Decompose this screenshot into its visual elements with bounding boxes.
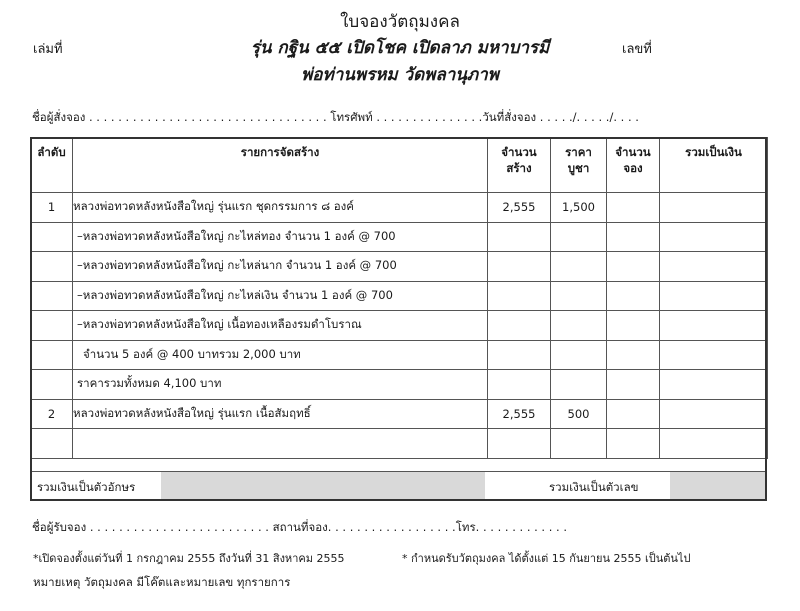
table-row-empty [31, 429, 768, 459]
row-total-cell[interactable] [660, 252, 768, 282]
row-item: หลวงพ่อทวดหลังหนังสือใหญ่ รุ่นแรก เนื้อสัมฤทธิ์ [73, 399, 488, 429]
row-price: 1,500 [551, 193, 607, 223]
header-order-qty: จำนวน จอง [607, 138, 660, 193]
row-no [31, 370, 73, 400]
row-total-cell[interactable] [660, 193, 768, 223]
booking-period-note: *เปิดจองตั้งแต่วันที่ 1 กรกฎาคม 2555 ถึงวันที่ 31 สิงหาคม 2555 [33, 552, 345, 565]
row-price [551, 222, 607, 252]
row-order-qty-cell[interactable] [607, 429, 660, 459]
row-made-qty [488, 222, 551, 252]
row-item: ราคารวมทั้งหมด 4,100 บาท [73, 370, 488, 400]
row-made-qty [488, 252, 551, 282]
header-no: ลำดับ [31, 138, 73, 193]
row-price[interactable] [551, 429, 607, 459]
row-total-cell[interactable] [660, 281, 768, 311]
row-made-qty: 2,555 [488, 193, 551, 223]
row-made-qty [488, 281, 551, 311]
row-price [551, 370, 607, 400]
row-price [551, 252, 607, 282]
row-item: จำนวน 5 องค์ @ 400 บาทรวม 2,000 บาท [73, 340, 488, 370]
row-item: หลวงพ่อทวดหลังหนังสือใหญ่ รุ่นแรก ชุดกรรมการ ๘ องค์ [73, 193, 488, 223]
form-title: ใบจองวัตถุมงคล [340, 12, 460, 32]
row-order-qty-cell[interactable] [607, 281, 660, 311]
table-row [31, 370, 768, 400]
row-no [31, 311, 73, 341]
row-order-qty-cell[interactable] [607, 311, 660, 341]
row-made-qty [488, 311, 551, 341]
row-item: –หลวงพ่อทวดหลังหนังสือใหญ่ กะไหล่เงิน จำนวน 1 องค์ @ 700 [73, 281, 488, 311]
receive-date-note: * กำหนดรับวัตถุมงคล ได้ตั้งแต่ 15 กันยายน 2555 เป็นต้นไป [402, 552, 691, 565]
remark-note: หมายเหตุ วัตถุมงคล มีโค๊ตและหมายเลข ทุกรายการ [33, 575, 291, 589]
table-row [31, 399, 768, 429]
totals-row [30, 471, 767, 501]
row-no [31, 281, 73, 311]
header-made-qty: จำนวน สร้าง [488, 138, 551, 193]
table-row [31, 311, 768, 341]
row-item: –หลวงพ่อทวดหลังหนังสือใหญ่ กะไหล่ทอง จำนวน 1 องค์ @ 700 [73, 222, 488, 252]
row-order-qty-cell[interactable] [607, 222, 660, 252]
row-price [551, 281, 607, 311]
header-item: รายการจัดสร้าง [73, 138, 488, 193]
row-no [31, 252, 73, 282]
header-total: รวมเป็นเงิน [660, 138, 768, 193]
row-item: –หลวงพ่อทวดหลังหนังสือใหญ่ เนื้อทองเหลืองรมดำโบราณ [73, 311, 488, 341]
row-price [551, 311, 607, 341]
row-no: 1 [31, 193, 73, 223]
row-made-qty[interactable] [488, 429, 551, 459]
order-table [30, 137, 768, 459]
table-header-row [31, 138, 768, 193]
header-price: ราคา บูชา [551, 138, 607, 193]
table-row [31, 281, 768, 311]
row-total-cell[interactable] [660, 222, 768, 252]
row-price: 500 [551, 399, 607, 429]
receiver-info-line[interactable]: ชื่อผู้รับจอง . . . . . . . . . . . . . . . . . . . . . . . . . สถานที่จอง. . . . . . . . . . . . . . . . . .โทร. . . . . . . . . . . . . [32, 520, 568, 534]
book-number-label: เล่มที่ [33, 42, 63, 57]
row-no [31, 340, 73, 370]
row-made-qty: 2,555 [488, 399, 551, 429]
table-row [31, 252, 768, 282]
row-item: –หลวงพ่อทวดหลังหนังสือใหญ่ กะไหล่นาก จำนวน 1 องค์ @ 700 [73, 252, 488, 282]
total-in-number-label: รวมเงินเป็นตัวเลข [549, 480, 639, 494]
orderer-info-line[interactable]: ชื่อผู้สั่งจอง . . . . . . . . . . . . . . . . . . . . . . . . . . . . . . . . . โทรศัพท์ . . . . . . . . . . . . . . .วันที่สั่งจอง . . . . ./. . . . ./. . . . [32, 110, 639, 124]
row-total-cell[interactable] [660, 370, 768, 400]
row-total-cell[interactable] [660, 399, 768, 429]
row-made-qty [488, 340, 551, 370]
total-in-words-field[interactable] [161, 472, 485, 500]
table-row [31, 193, 768, 223]
total-in-number-field[interactable] [670, 472, 766, 500]
row-no [31, 429, 73, 459]
row-order-qty-cell[interactable] [607, 193, 660, 223]
edition-title: รุ่น กฐิน ๕๕ เปิดโชค เปิดลาภ มหาบารมี [250, 38, 550, 58]
row-made-qty [488, 370, 551, 400]
monk-title: พ่อท่านพรหม วัดพลานุภาพ [301, 65, 499, 85]
total-in-words-label: รวมเงินเป็นตัวอักษร [37, 480, 136, 494]
row-no: 2 [31, 399, 73, 429]
row-total-cell[interactable] [660, 311, 768, 341]
row-order-qty-cell[interactable] [607, 399, 660, 429]
row-total-cell[interactable] [660, 340, 768, 370]
row-price [551, 340, 607, 370]
row-total-cell[interactable] [660, 429, 768, 459]
row-order-qty-cell[interactable] [607, 252, 660, 282]
row-no [31, 222, 73, 252]
table-row [31, 222, 768, 252]
row-order-qty-cell[interactable] [607, 370, 660, 400]
row-item[interactable] [73, 429, 488, 459]
row-order-qty-cell[interactable] [607, 340, 660, 370]
table-row [31, 340, 768, 370]
form-number-label: เลขที่ [622, 42, 652, 57]
